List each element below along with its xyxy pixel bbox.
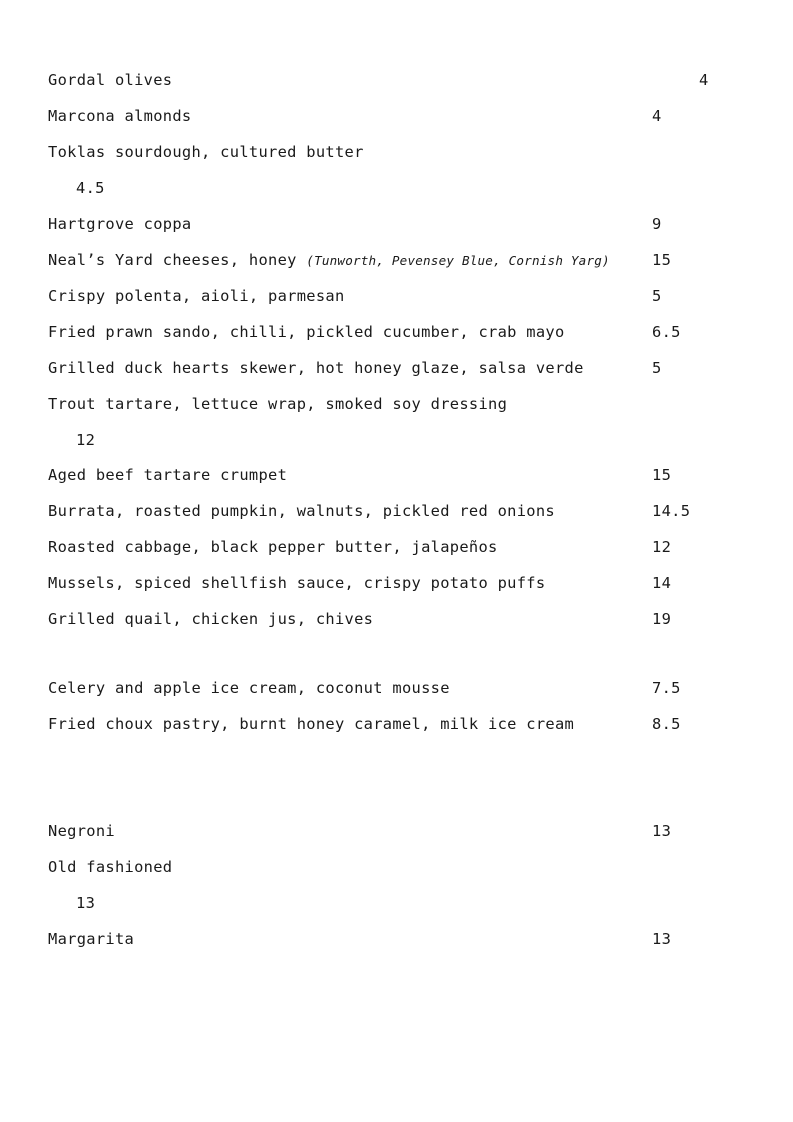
menu-item-name: Aged beef tartare crumpet — [48, 466, 288, 484]
menu-item-price: 15 — [652, 466, 672, 484]
menu-item-name: Crispy polenta, aioli, parmesan — [48, 287, 345, 305]
menu-item-price: 12 — [76, 431, 96, 449]
drink-item-name: Negroni — [48, 822, 115, 840]
menu-item-name: Roasted cabbage, black pepper butter, jalapeños — [48, 538, 498, 556]
menu-item-name: Mussels, spiced shellfish sauce, crispy potato puffs — [48, 574, 546, 592]
menu-item-name: Fried prawn sando, chilli, pickled cucumber, crab mayo — [48, 323, 565, 341]
menu-item-name: Grilled duck hearts skewer, hot honey glaze, salsa verde — [48, 359, 584, 377]
menu-item-price: 4.5 — [76, 179, 105, 197]
menu-item-price: 14 — [652, 574, 672, 592]
menu-item-name: Neal’s Yard cheeses, honey — [48, 251, 297, 269]
menu-item-price: 12 — [652, 538, 672, 556]
dessert-item-price: 8.5 — [652, 715, 681, 733]
drink-item-price: 13 — [652, 822, 672, 840]
menu-item-name: Gordal olives — [48, 71, 173, 89]
menu-item-name: Hartgrove coppa — [48, 215, 192, 233]
menu-item-price: 9 — [652, 215, 662, 233]
menu-item-name: Trout tartare, lettuce wrap, smoked soy dressing — [48, 395, 508, 413]
menu-item-price: 5 — [652, 287, 662, 305]
menu-item-price: 5 — [652, 359, 662, 377]
drink-item-price: 13 — [652, 930, 672, 948]
dessert-item-name: Fried choux pastry, burnt honey caramel, milk ice cream — [48, 715, 575, 733]
drink-item-name: Old fashioned — [48, 858, 173, 876]
menu-item-name: Toklas sourdough, cultured butter — [48, 143, 364, 161]
dessert-item-name: Celery and apple ice cream, coconut mousse — [48, 679, 450, 697]
menu-item-name: Marcona almonds — [48, 107, 192, 125]
drink-item-price: 13 — [76, 894, 96, 912]
drink-item-name: Margarita — [48, 930, 135, 948]
menu-item-name: Burrata, roasted pumpkin, walnuts, pickled red onions — [48, 502, 555, 520]
menu-item-price: 4 — [652, 107, 662, 125]
menu-item — [48, 250, 610, 270]
dessert-item-price: 7.5 — [652, 679, 681, 697]
menu-item-price: 4 — [699, 71, 709, 89]
menu-item-price: 6.5 — [652, 323, 681, 341]
menu-item-price: 15 — [652, 251, 672, 269]
menu-item-name: Grilled quail, chicken jus, chives — [48, 610, 374, 628]
menu-item-note: (Tunworth, Pevensey Blue, Cornish Yarg) — [306, 253, 610, 268]
menu-item-price: 19 — [652, 610, 672, 628]
menu-item-price: 14.5 — [652, 502, 691, 520]
